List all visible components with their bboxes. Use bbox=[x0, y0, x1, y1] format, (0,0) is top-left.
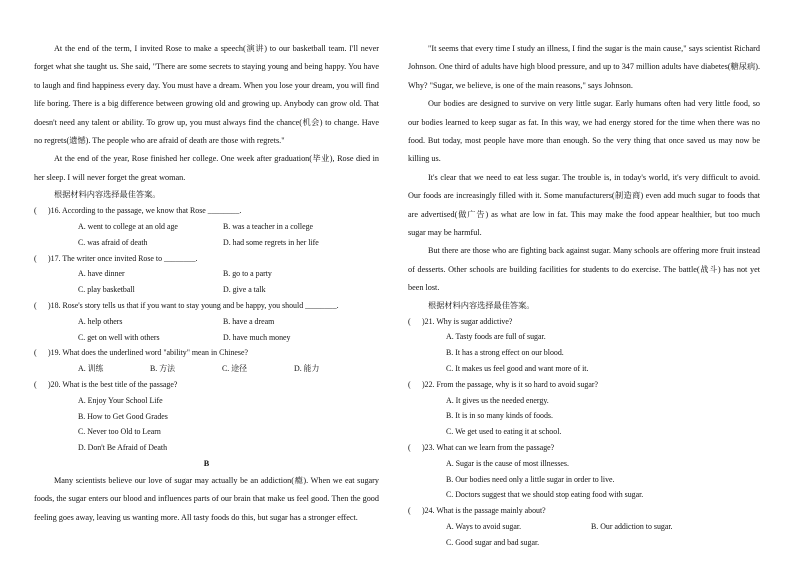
option-group bbox=[34, 361, 379, 377]
option-group bbox=[34, 219, 379, 251]
answer-option[interactable]: C. was afraid of death bbox=[78, 237, 148, 247]
answer-option[interactable]: B. go to a party bbox=[223, 269, 272, 279]
passage-a-paragraph-2: At the end of the year, Rose finished her college. One week after graduation(毕业), Rose died in her sleep. I will never forget the great woman. bbox=[34, 154, 379, 182]
option-group bbox=[408, 456, 760, 503]
question-list-b bbox=[408, 314, 760, 551]
answer-option[interactable]: B. It is in so many kinds of foods. bbox=[446, 411, 553, 421]
question-item bbox=[408, 314, 760, 377]
passage-b-paragraph-5: But there are those who are fighting back against sugar. Many schools are offering more fruit instead of desserts. Other schools are building facilities for students to do exercise. The battle(战斗) has not yet been lost. bbox=[408, 246, 760, 293]
right-column bbox=[408, 40, 760, 551]
section-b-heading: B bbox=[203, 459, 210, 468]
question-item bbox=[34, 251, 379, 298]
answer-option[interactable]: B. was a teacher in a college bbox=[223, 222, 314, 232]
passage-b-paragraph-2: "It seems that every time I study an illness, I find the sugar is the main cause," says scientist Richard Johnson. One third of adults have high blood pressure, and up to 347 million adults have diabetes(糖尿病). Why? "Sugar, we believe, is one of the main reasons," says Johnson. bbox=[408, 44, 760, 90]
question-stem: )24. What is the passage mainly about? bbox=[422, 506, 546, 516]
question-stem: )20. What is the best title of the passage? bbox=[48, 380, 178, 390]
question-stem-line bbox=[34, 345, 379, 361]
option-group bbox=[34, 393, 379, 456]
answer-bracket[interactable]: ( bbox=[34, 253, 37, 263]
question-stem-line bbox=[34, 251, 379, 267]
question-item bbox=[408, 440, 760, 503]
question-stem-line bbox=[34, 377, 379, 393]
option-group bbox=[408, 519, 760, 551]
question-stem: )17. The writer once invited Rose to ________. bbox=[48, 253, 198, 263]
passage-a-paragraph-1: At the end of the term, I invited Rose to make a speech(演讲) to our basketball team. I'll never forget what she taught us. She said, "There are some secrets to staying young and being happy. You have to laugh and find happiness every day. You must have a dream. When you lose your dream, you will find life boring. There is a big difference between growing old and growing up. Anybody can grow old. That doesn't need any talent or ability. To grow up, you must always find the chance(机会) to change. Have no regrets(遗憾). The people who are afraid of death are those with regrets." bbox=[34, 44, 379, 146]
answer-option[interactable]: D. 能力 bbox=[294, 364, 320, 374]
left-column bbox=[34, 40, 379, 527]
question-item bbox=[408, 503, 760, 550]
answer-option[interactable]: C. 途径 bbox=[222, 364, 247, 374]
passage-b-paragraph-3: Our bodies are designed to survive on very little sugar. Early humans often had very little food, so our bodies learned to keep sugar as fat. In this way, we had energy stored for the time when there was no food. But today, most people have more than enough. So the very thing that once saved us may now be killing us. bbox=[408, 99, 760, 164]
answer-option[interactable]: C. We get used to eating it at school. bbox=[446, 427, 562, 437]
answer-option[interactable]: C. get on well with others bbox=[78, 332, 160, 342]
instruction-a: 根据材料内容选择最佳答案。 bbox=[54, 190, 161, 200]
answer-option[interactable]: A. Enjoy Your School Life bbox=[78, 395, 163, 405]
question-stem-line bbox=[34, 298, 379, 314]
answer-option[interactable]: A. help others bbox=[78, 316, 123, 326]
question-item bbox=[34, 345, 379, 377]
question-stem-line bbox=[408, 314, 760, 330]
option-group bbox=[408, 329, 760, 376]
answer-option[interactable]: A. Sugar is the cause of most illnesses. bbox=[446, 458, 569, 468]
question-stem: )23. What can we learn from the passage? bbox=[422, 443, 555, 453]
answer-bracket[interactable]: ( bbox=[408, 443, 411, 453]
answer-option[interactable]: D. have much money bbox=[223, 332, 291, 342]
answer-bracket[interactable]: ( bbox=[408, 379, 411, 389]
answer-option[interactable]: A. have dinner bbox=[78, 269, 125, 279]
answer-option[interactable]: B. 方法 bbox=[150, 364, 175, 374]
question-stem-line bbox=[34, 203, 379, 219]
question-item bbox=[34, 298, 379, 345]
answer-option[interactable]: A. went to college at an old age bbox=[78, 222, 178, 232]
answer-bracket[interactable]: ( bbox=[34, 206, 37, 216]
answer-option[interactable]: C. Never too Old to Learn bbox=[78, 427, 161, 437]
question-stem-line bbox=[408, 440, 760, 456]
question-list-a bbox=[34, 203, 379, 456]
option-group bbox=[408, 393, 760, 440]
answer-bracket[interactable]: ( bbox=[34, 348, 37, 358]
answer-option[interactable]: B. How to Get Good Grades bbox=[78, 411, 168, 421]
question-stem: )22. From the passage, why is it so hard to avoid sugar? bbox=[422, 379, 598, 389]
passage-b-paragraph-1: Many scientists believe our love of sugar may actually be an addiction(瘾). When we eat sugary foods, the sugar enters our blood and influences parts of our brain that make us feel good. Then the good feeling goes away, leaving us wanting more. All tasty foods do this, but sugar has a stronger effect. bbox=[34, 476, 379, 522]
answer-bracket[interactable]: ( bbox=[408, 506, 411, 516]
question-stem: )18. Rose's story tells us that if you want to stay young and be happy, you should ________. bbox=[48, 301, 339, 311]
answer-bracket[interactable]: ( bbox=[34, 301, 37, 311]
instruction-b: 根据材料内容选择最佳答案。 bbox=[428, 300, 535, 310]
answer-option[interactable]: A. It gives us the needed energy. bbox=[446, 395, 549, 405]
answer-option[interactable]: B. have a dream bbox=[223, 316, 275, 326]
answer-option[interactable]: D. had some regrets in her life bbox=[223, 237, 319, 247]
answer-option[interactable]: B. It has a strong effect on our blood. bbox=[446, 348, 564, 358]
answer-bracket[interactable]: ( bbox=[408, 316, 411, 326]
answer-option[interactable]: C. Doctors suggest that we should stop eating food with sugar. bbox=[446, 490, 644, 500]
answer-option[interactable]: D. Don't Be Afraid of Death bbox=[78, 443, 168, 453]
answer-bracket[interactable]: ( bbox=[34, 380, 37, 390]
answer-option[interactable]: C. Good sugar and bad sugar. bbox=[446, 537, 540, 547]
answer-option[interactable]: A. 训练 bbox=[78, 364, 104, 374]
answer-option[interactable]: A. Tasty foods are full of sugar. bbox=[446, 332, 546, 342]
question-stem: )16. According to the passage, we know that Rose ________. bbox=[48, 206, 242, 216]
question-stem: )21. Why is sugar addictive? bbox=[422, 316, 513, 326]
question-item bbox=[34, 377, 379, 456]
answer-option[interactable]: C. It makes us feel good and want more of it. bbox=[446, 364, 589, 374]
answer-option[interactable]: B. Our bodies need only a little sugar in order to live. bbox=[446, 474, 615, 484]
answer-option[interactable]: C. play basketball bbox=[78, 285, 135, 295]
option-group bbox=[34, 266, 379, 298]
answer-option[interactable]: B. Our addiction to sugar. bbox=[591, 522, 673, 532]
answer-option[interactable]: A. Ways to avoid sugar. bbox=[446, 522, 522, 532]
question-item bbox=[408, 377, 760, 440]
question-stem-line bbox=[408, 377, 760, 393]
question-stem-line bbox=[408, 503, 760, 519]
question-stem: )19. What does the underlined word "ability" mean in Chinese? bbox=[48, 348, 249, 358]
option-group bbox=[34, 314, 379, 346]
answer-option[interactable]: D. give a talk bbox=[223, 285, 266, 295]
passage-b-paragraph-4: It's clear that we need to eat less sugar. The trouble is, in today's world, it's very difficult to avoid. Our foods are increasingly filled with it. Some manufacturers(制造商) even add much sugar to foods that are advertised(做广告) as what are low in fat. This may make the food appear healthier, but too much sugar may be harmful. bbox=[408, 172, 760, 238]
question-item bbox=[34, 203, 379, 250]
